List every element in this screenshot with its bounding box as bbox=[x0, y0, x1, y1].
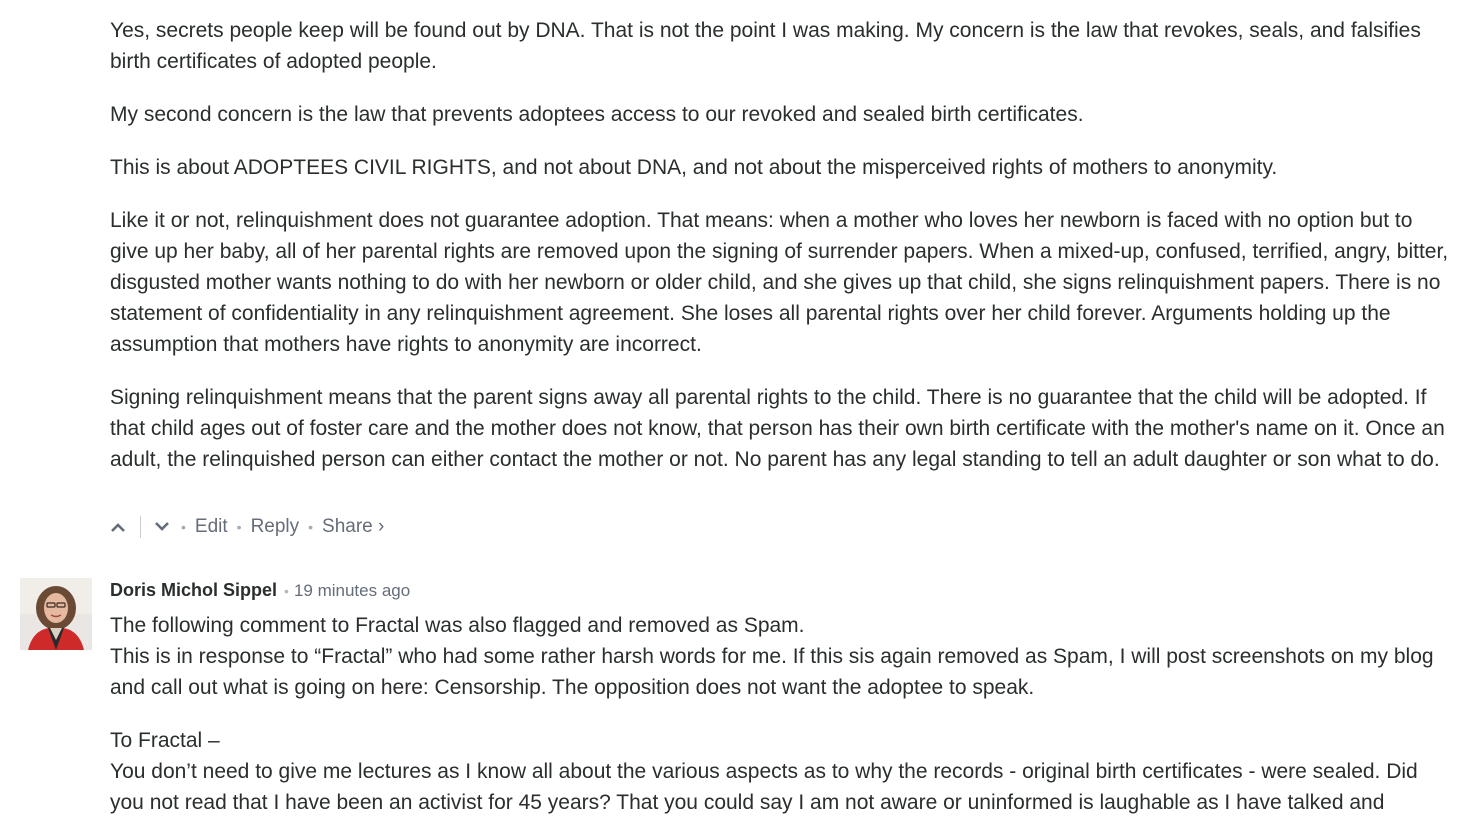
author-name[interactable]: Doris Michol Sippel bbox=[110, 580, 278, 600]
comment-paragraph: This is about ADOPTEES CIVIL RIGHTS, and not about DNA, and not about the misperceived rights of mothers to anonymity. bbox=[110, 156, 1278, 179]
comment-1-body bbox=[110, 15, 1455, 475]
comment-paragraph: Signing relinquishment means that the parent signs away all parental rights to the child. There is no guarantee that the child will be adopted. If that child ages out of foster care and the mother does not know, that person has their own birth certificate with the mother's name on it. Once an adult, the relinquished person can either contact the mother or not. No parent has any legal standing to tell an adult daughter or son what to do. bbox=[110, 386, 1445, 471]
upvote-button[interactable] bbox=[108, 517, 128, 537]
bullet-separator: • bbox=[284, 583, 289, 599]
avatar-image bbox=[20, 578, 92, 650]
bullet-separator: • bbox=[236, 519, 242, 535]
share-button[interactable]: Share › bbox=[322, 516, 385, 537]
comment-2-body bbox=[110, 610, 1455, 818]
comment-2-header bbox=[110, 580, 410, 606]
timestamp[interactable]: 19 minutes ago bbox=[293, 581, 411, 600]
bullet-separator: • bbox=[181, 519, 186, 535]
comment-line: You don’t need to give me lectures as I know all about the various aspects as to why the records - original birth certificates - were sealed. Did you not read that I have been an activist for 45 years? That you could say I am not aware or uninformed is laughable as I have talked and bbox=[110, 760, 1418, 814]
reply-button[interactable]: Reply bbox=[250, 516, 300, 537]
comment-line: To Fractal – bbox=[110, 729, 220, 752]
chevron-up-icon bbox=[110, 522, 126, 532]
comment-line: The following comment to Fractal was also flagged and removed as Spam. bbox=[110, 614, 805, 637]
comment-line: This is in response to “Fractal” who had some rather harsh words for me. If this sis again removed as Spam, I will post screenshots on my blog and call out what is going on here: Censorship. The opposition does not want the adoptee to speak. bbox=[110, 645, 1434, 699]
comment-paragraph: My second concern is the law that prevents adoptees access to our revoked and sealed birth certificates. bbox=[110, 103, 1084, 126]
comment-1-footer bbox=[108, 512, 384, 542]
avatar[interactable] bbox=[20, 578, 92, 650]
edit-button[interactable]: Edit bbox=[194, 516, 228, 537]
chevron-down-icon bbox=[154, 522, 170, 532]
comment-paragraph: Like it or not, relinquishment does not guarantee adoption. That means: when a mother who loves her newborn is faced with no option but to give up her baby, all of her parental rights are removed upon the signing of surrender papers. When a mixed-up, confused, terrified, angry, bitter, disgusted mother wants nothing to do with her newborn or older child, and she gives up that child, she signs relinquishment papers. There is no statement of confidentiality in any relinquishment agreement. She loses all parental rights over her child forever. Arguments holding up the assumption that mothers have rights to anonymity are incorrect. bbox=[110, 209, 1449, 356]
bullet-separator: • bbox=[308, 519, 314, 535]
vote-divider bbox=[140, 516, 141, 538]
downvote-button[interactable] bbox=[152, 517, 172, 537]
comment-paragraph: Yes, secrets people keep will be found out by DNA. That is not the point I was making. My concern is the law that revokes, seals, and falsifies birth certificates of adopted people. bbox=[110, 19, 1421, 73]
